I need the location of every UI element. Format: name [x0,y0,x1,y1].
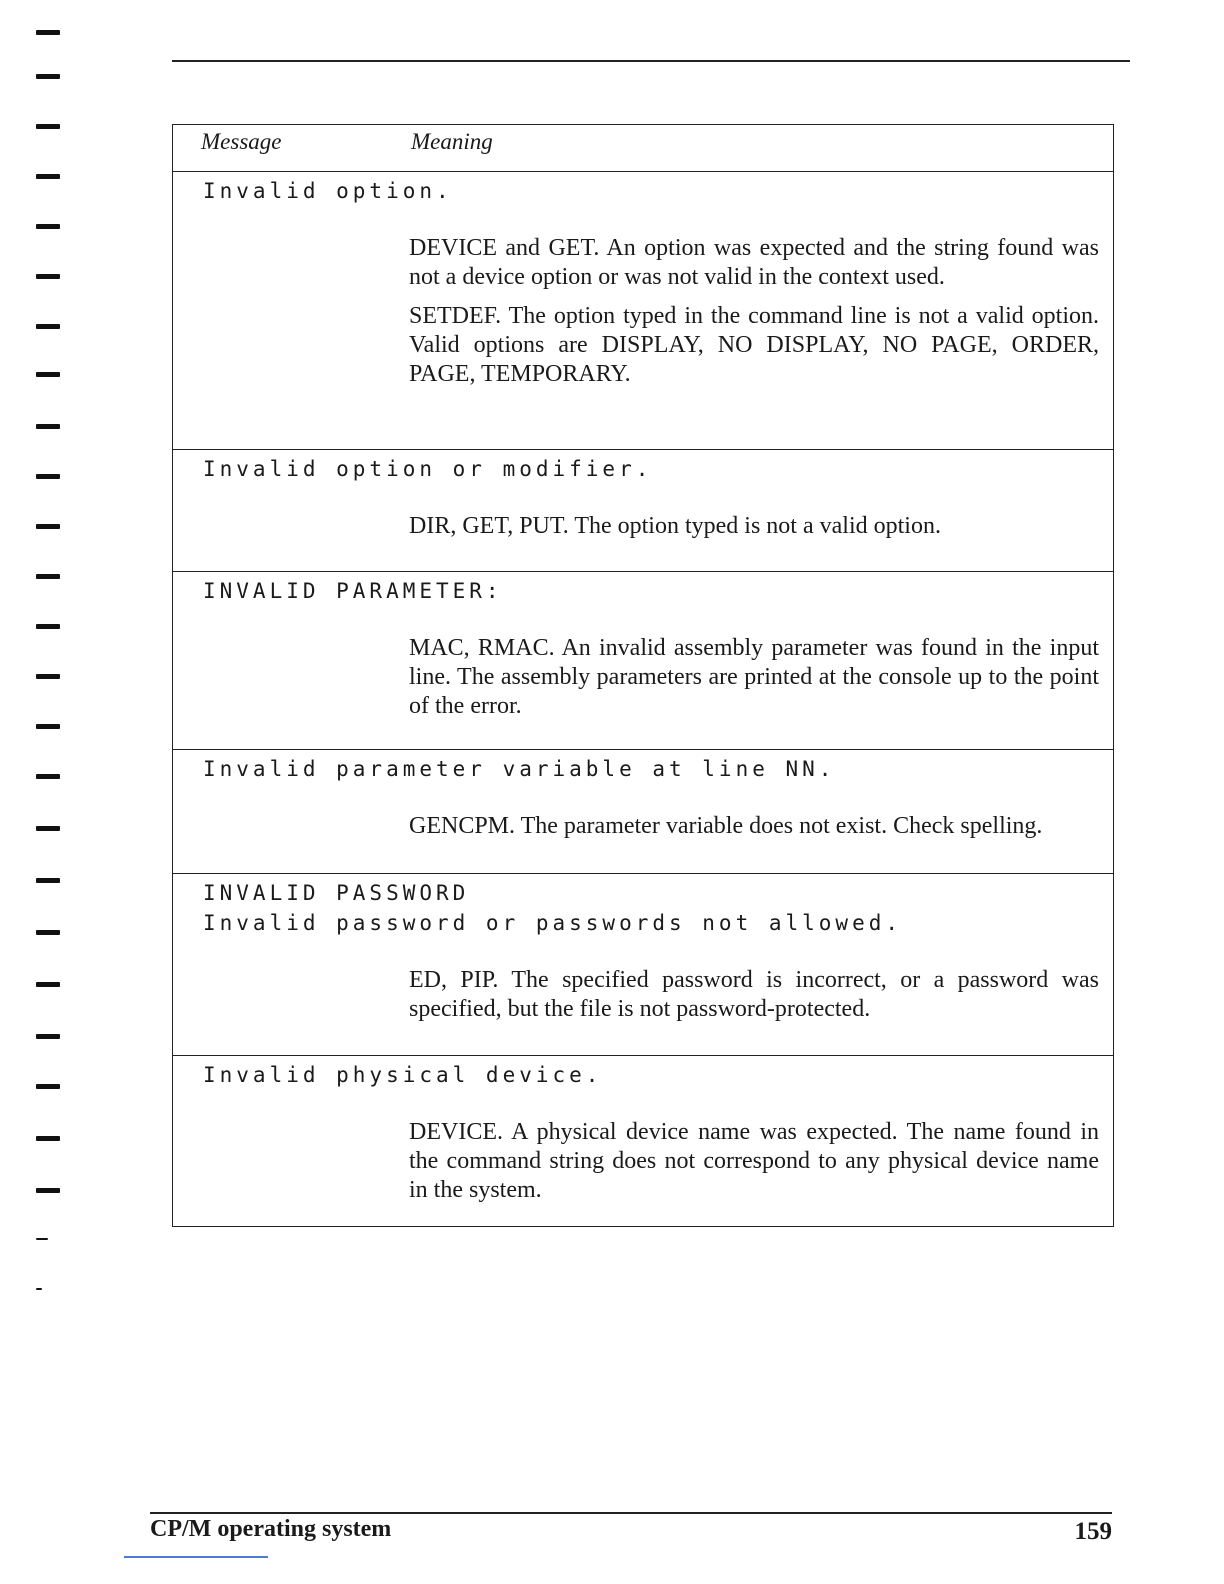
table-row [173,172,1113,450]
top-rule [172,60,1130,62]
meaning-text [409,1118,1099,1205]
meaning-text [409,812,1099,841]
meaning-paragraph: DIR, GET, PUT. The option typed is not a valid option. [409,513,941,539]
footer-rule [150,1512,1112,1514]
meaning-text [409,234,1099,389]
meaning-paragraph: DEVICE and GET. An option was expected and the string found was not a device option or was not valid in the context used. [409,235,1099,290]
table-row [173,572,1113,750]
margin-binding-marks [28,20,68,1300]
table-row [173,450,1113,572]
meaning-paragraph: ED, PIP. The specified password is incorrect, or a password was specified, but the file is not password-protected. [409,967,1099,1022]
error-message: Invalid parameter variable at line NN. [203,757,836,781]
table-row [173,750,1113,874]
meaning-paragraph: SETDEF. The option typed in the command line is not a valid option. Valid options are DISPLAY, NO DISPLAY, NO PAGE, ORDER, PAGE, TEMPORARY. [409,303,1099,387]
meaning-text [409,966,1099,1024]
error-message: Invalid option or modifier. [203,457,653,481]
message-table [172,124,1114,1227]
page-number: 159 [1074,1518,1112,1545]
meaning-text [409,634,1099,721]
meaning-paragraph: MAC, RMAC. An invalid assembly parameter was found in the input line. The assembly parameters are printed at the console up to the point of the error. [409,635,1099,719]
meaning-paragraph: DEVICE. A physical device name was expected. The name found in the command string does not correspond to any physical device name in the system. [409,1119,1099,1203]
table-row [173,1056,1113,1226]
error-message: INVALID PASSWORD [203,881,470,905]
error-message: Invalid option. [203,179,453,203]
header-message: Message [201,129,282,154]
meaning-paragraph: GENCPM. The parameter variable does not exist. Check spelling. [409,813,1043,839]
error-message: INVALID PARAMETER: [203,579,503,603]
error-message: Invalid physical device. [203,1063,603,1087]
table-header [173,125,1113,172]
header-meaning: Meaning [411,129,493,154]
table-row [173,874,1113,1056]
footer-title: CP/M operating system [150,1516,392,1542]
meaning-text [409,512,1099,541]
scan-artifact-line [124,1556,268,1558]
error-message: Invalid password or passwords not allowed. [203,911,903,935]
